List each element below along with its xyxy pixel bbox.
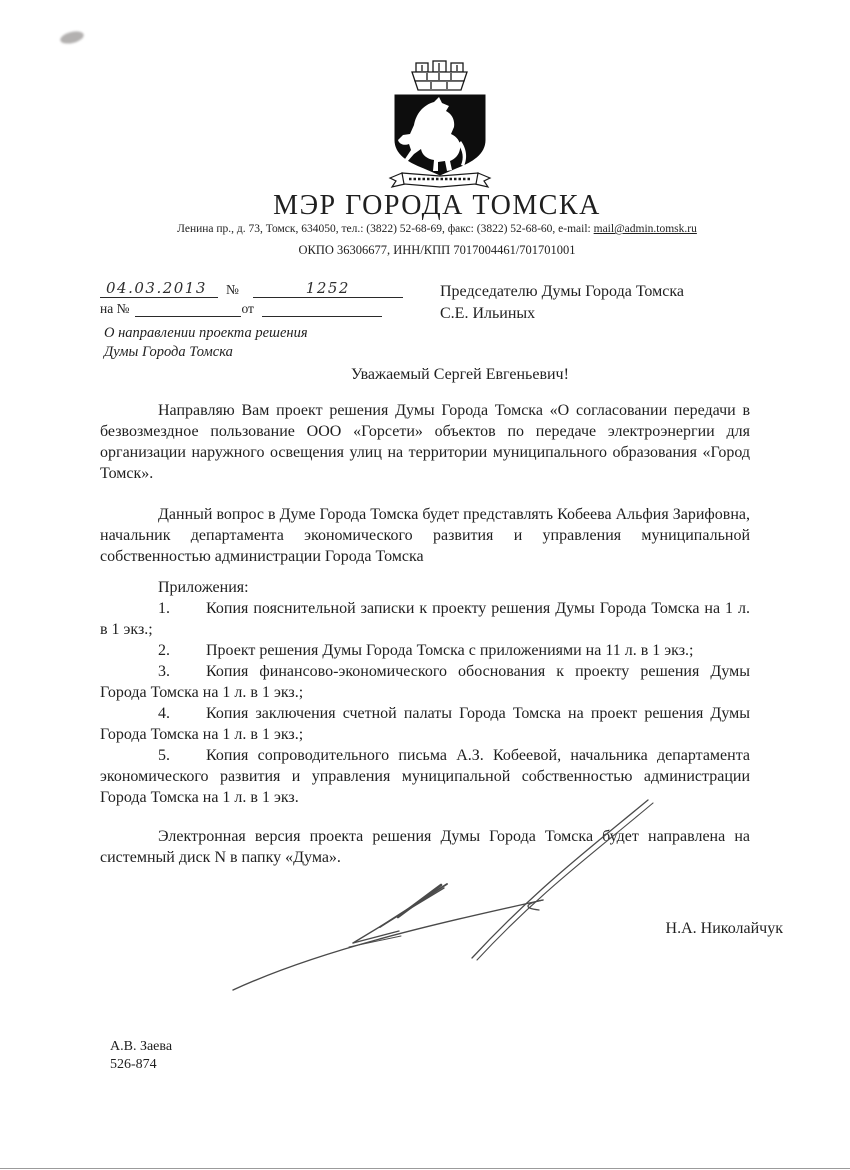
attachment-number: 5. [158, 747, 170, 764]
org-address-text: Ленина пр., д. 73, Томск, 634050, тел.: (3822) 52-68-69, факс: (3822) 52-68-60, e-mail: [177, 223, 594, 235]
paragraph-2: Данный вопрос в Думе Города Томска будет представлять Кобеева Альфия Зарифовна, начальник департамента экономического развития и управления муниципальной собственностью администрации Города Томска [100, 506, 750, 565]
closing-paragraph: Электронная версия проекта решения Думы Города Томска будет направлена на системный диск N в папку «Дума». [100, 828, 750, 866]
from-label: от [241, 301, 254, 316]
paragraph-1: Направляю Вам проект решения Думы Города Томска «О согласовании передачи в безвозмездное пользование ООО «Горсети» объектов по передаче электроэнергии для организации наружного освещения улиц на территории муниципального образования «Город Томск». [100, 402, 750, 482]
attachment-item [100, 661, 750, 703]
attachments-label: Приложения: [158, 579, 249, 596]
attachment-item [100, 640, 750, 661]
org-name: МЭР ГОРОДА ТОМСКА [273, 190, 601, 221]
attachment-text: Копия сопроводительного письма А.З. Кобеевой, начальника департамента экономического развития и управления муниципальной собственностью администрации Города Томска на 1 л. в 1 экз. [100, 747, 750, 806]
salutation: Уважаемый Сергей Евгеньевич! [351, 366, 569, 383]
incoming-label: на № [100, 301, 130, 316]
date-field [100, 279, 218, 298]
incoming-date-field [262, 316, 382, 317]
addressee-title: Председателю Думы Города Томска [440, 283, 684, 300]
handwritten-number: 1252 [305, 279, 350, 297]
attachment-number: 1. [158, 600, 170, 617]
reference-row-outgoing [100, 279, 410, 298]
attachment-number: 3. [158, 663, 170, 680]
subject-line2: Думы Города Томска [104, 344, 233, 360]
org-email: mail@admin.tomsk.ru [593, 223, 697, 235]
attachment-number: 4. [158, 705, 170, 722]
mural-crown-icon [412, 61, 467, 90]
tomsk-coat-of-arms-icon [385, 60, 495, 192]
executor-phone: 526-874 [110, 1057, 157, 1072]
attachment-text: Проект решения Думы Города Томска с приложениями на 11 л. в 1 экз.; [206, 642, 694, 659]
org-codes-line: ОКПО 36306677, ИНН/КПП 7017004461/701701001 [298, 243, 576, 257]
attachment-text: Копия заключения счетной палаты Города Томска на проект решения Думы Города Томска на 1 л. в 1 экз.; [100, 705, 750, 743]
subject-block [104, 324, 308, 362]
incoming-number-field [135, 316, 241, 317]
signer-name: Н.А. Николайчук [665, 920, 783, 937]
scan-smudge [59, 29, 85, 45]
reference-row-incoming [100, 298, 410, 317]
handwritten-date: 04.03.2013 [106, 279, 207, 297]
attachment-text: Копия пояснительной записки к проекту решения Думы Города Томска на 1 л. в 1 экз.; [100, 600, 750, 638]
attachment-item [100, 598, 750, 640]
letter-body [100, 400, 750, 868]
addressee-name: С.Е. Ильиных [440, 305, 536, 322]
org-address-line [0, 223, 850, 235]
attachment-text: Копия финансово-экономического обоснования к проекту решения Думы Города Томска на 1 л. в 1 экз.; [100, 663, 750, 701]
attachment-item [100, 703, 750, 745]
reference-block [100, 279, 410, 317]
attachment-item [100, 745, 750, 808]
addressee-block [440, 281, 684, 325]
attachment-number: 2. [158, 642, 170, 659]
shield-icon [395, 95, 485, 175]
outgoing-number-field [253, 279, 403, 298]
subject-line1: О направлении проекта решения [104, 325, 308, 341]
executor-block [110, 1038, 172, 1074]
scan-edge-line [0, 1168, 850, 1169]
number-sign: № [226, 282, 239, 297]
executor-name: А.В. Заева [110, 1039, 173, 1054]
